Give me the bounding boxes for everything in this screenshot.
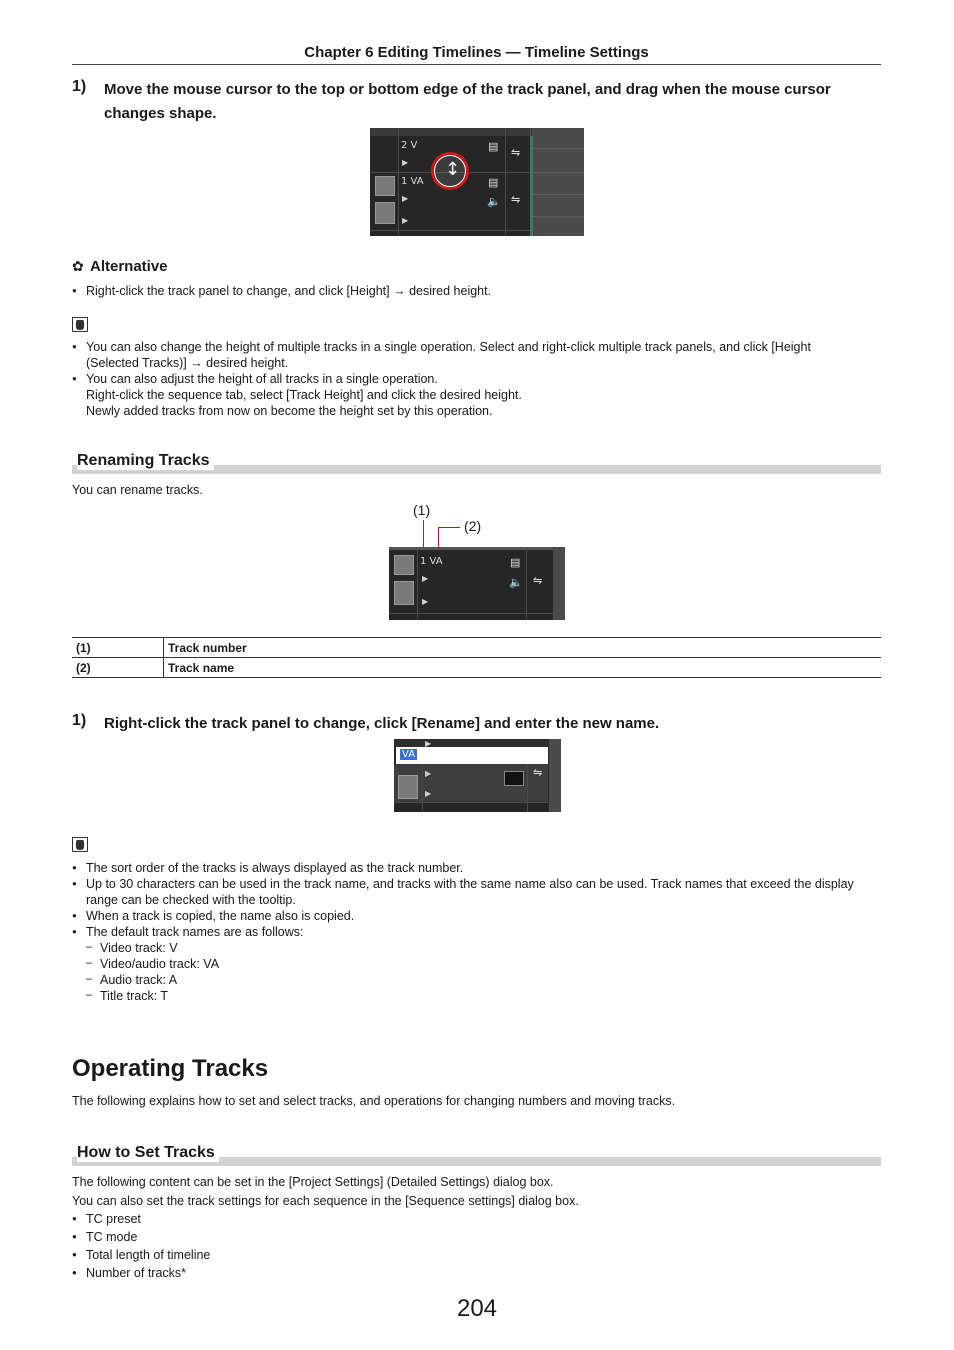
list-item: – Title track: T (86, 988, 486, 1004)
step-number: 1) (72, 78, 87, 95)
alternative-icon: ✿ (72, 258, 84, 274)
page-number: 204 (456, 1295, 498, 1322)
list-item: ● You can also change the height of multiple tracks in a single operation. Select and right-click multiple track panels, and click [Height (Selected Tracks)] → desired height. (72, 339, 862, 371)
chapter-header: Chapter 6 Editing Timelines — Timeline Settings (304, 44, 649, 61)
table-row (72, 658, 881, 678)
list-item: ● The default track names are as follows: (72, 924, 862, 940)
callout-2: (2) (464, 518, 482, 534)
track-panel-screenshot (370, 128, 584, 236)
video-toggle-icon[interactable] (394, 555, 414, 575)
expand-arrow-icon[interactable]: ▶ (402, 216, 409, 225)
callout-line-2h (438, 527, 460, 528)
list-item: ● Number of tracks* (72, 1265, 472, 1281)
list-item: – Video track: V (86, 940, 486, 956)
rename-field[interactable] (396, 747, 548, 764)
step-text: Move the mouse cursor to the top or bottom edge of the track panel, and drag when the mouse cursor changes shape. (104, 81, 831, 122)
body-line: You can also set the track settings for each sequence in the [Sequence settings] dialog box. (72, 1194, 579, 1208)
rename-selected-text[interactable]: VA (402, 749, 416, 760)
note-icon (72, 317, 88, 332)
list-item: ● Total length of timeline (72, 1247, 472, 1263)
list-item-text: You can also adjust the height of all tracks in a single operation. (86, 372, 438, 386)
list-item: ● TC preset (72, 1211, 472, 1227)
track-label-1va: 1 VA (401, 176, 424, 187)
list-item-text: Newly added tracks from now on become the height set by this operation. (86, 404, 493, 418)
note-list (72, 860, 862, 940)
expand-arrow-icon[interactable]: ▶ (402, 194, 409, 203)
resize-cursor-icon: ↕ (445, 159, 461, 180)
table-row (72, 638, 881, 658)
header-rule (72, 64, 881, 65)
default-names-list (86, 940, 486, 1004)
speaker-icon[interactable] (504, 771, 524, 786)
section-intro: You can rename tracks. (72, 483, 203, 497)
sync-lock-icon[interactable]: ⇋ (511, 194, 521, 206)
chapter-section-title: Operating Tracks (72, 1055, 269, 1082)
alternative-title: Alternative (90, 258, 168, 275)
list-item: ● Up to 30 characters can be used in the track name, and tracks with the same name also can be used. Track names that exceed the display range can be checked with the tooltip. (72, 876, 862, 908)
list-item: ● When a track is copied, the name also is copied. (72, 908, 862, 924)
expand-arrow-icon[interactable]: ▶ (425, 769, 432, 778)
audio-patch-icon[interactable] (398, 775, 418, 799)
sync-lock-icon[interactable]: ⇋ (511, 147, 521, 159)
table-cell-desc: Track number (164, 638, 882, 658)
track-label: 1 VA (420, 556, 443, 567)
step-text: Right-click the track panel to change, click [Rename] and enter the new name. (104, 715, 660, 732)
table-cell-num: (1) (72, 638, 164, 658)
list-item: – Video/audio track: VA (86, 956, 486, 972)
track-parts-table (72, 637, 881, 678)
sync-lock-icon[interactable]: ⇋ (533, 575, 543, 587)
expand-arrow-icon[interactable]: ▶ (425, 739, 432, 748)
table-cell-desc: Track name (164, 658, 882, 678)
list-item-text: Right-click the sequence tab, select [Track Height] and click the desired height. (86, 388, 522, 402)
audio-patch-icon[interactable] (375, 202, 395, 224)
list-item (72, 371, 862, 419)
section-title: Renaming Tracks (77, 452, 214, 470)
settings-list (72, 1211, 472, 1281)
sync-lock-icon[interactable]: ⇋ (533, 767, 543, 779)
list-item: ● Right-click the track panel to change, and click [Height] → desired height. (72, 283, 872, 299)
list-item: ● The sort order of the tracks is always displayed as the track number. (72, 860, 862, 876)
alternative-list (72, 283, 872, 299)
video-toggle-icon[interactable] (375, 176, 395, 196)
note-list (72, 339, 862, 419)
note-icon (72, 837, 88, 852)
expand-arrow-icon[interactable]: ▶ (425, 789, 432, 798)
section-title: How to Set Tracks (77, 1144, 219, 1162)
film-icon[interactable]: ▤ (510, 557, 521, 569)
film-icon[interactable]: ▤ (488, 177, 499, 189)
body-line: The following content can be set in the [Project Settings] (Detailed Settings) dialog box. (72, 1175, 554, 1189)
rename-screenshot (394, 739, 561, 812)
film-icon[interactable]: ▤ (488, 141, 499, 153)
table-cell-num: (2) (72, 658, 164, 678)
step-number: 1) (72, 712, 87, 729)
track-label-2v: 2 V (401, 140, 418, 151)
list-item: ● TC mode (72, 1229, 472, 1245)
expand-arrow-icon[interactable]: ▶ (422, 574, 429, 583)
expand-arrow-icon[interactable]: ▶ (422, 597, 429, 606)
audio-patch-icon[interactable] (394, 581, 414, 605)
track-header-screenshot (389, 547, 565, 620)
callout-1: (1) (413, 502, 431, 518)
list-item: – Audio track: A (86, 972, 486, 988)
speaker-icon[interactable]: 🔈 (487, 196, 501, 208)
speaker-icon[interactable]: 🔈 (509, 577, 523, 589)
section-intro: The following explains how to set and select tracks, and operations for changing numbers and moving tracks. (72, 1094, 676, 1108)
expand-arrow-icon[interactable]: ▶ (402, 158, 409, 167)
